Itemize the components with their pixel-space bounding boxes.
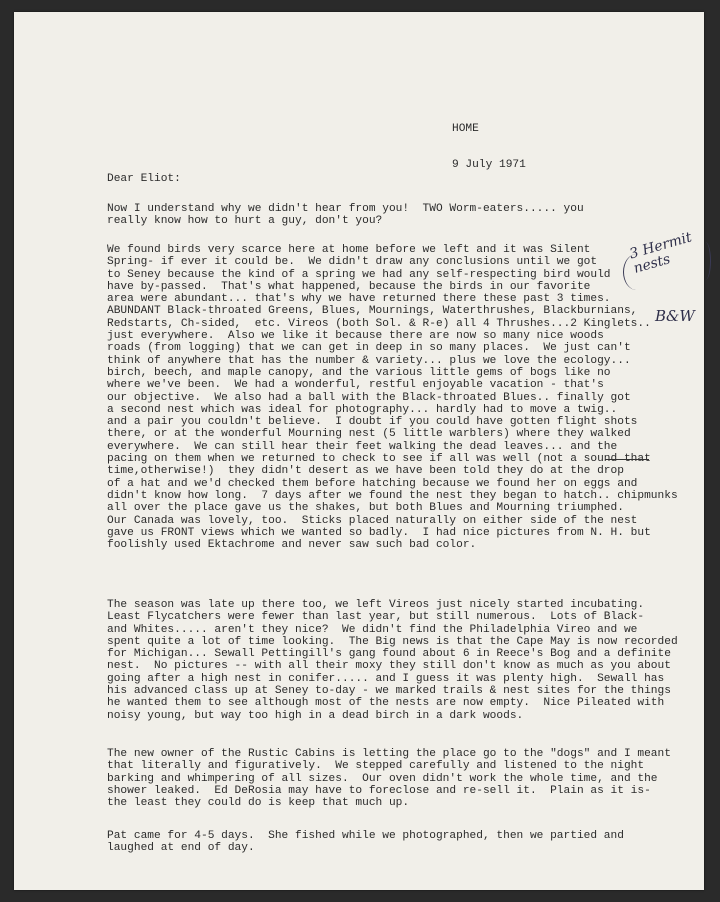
- text-line: all over the place gave us the shakes, but both Blues and Mourning triumphed.: [107, 502, 624, 515]
- text-line: there, or at the wonderful Mourning nest (5 little warblers) where they walked: [107, 428, 631, 441]
- text-line: that literally and figuratively. We stepped carefully and listened to the night: [107, 760, 645, 773]
- text-line: pacing on them when we returned to check to see if all was well (not a sound that: [107, 453, 651, 466]
- handwritten-note-bw: B&W: [655, 307, 695, 325]
- text-line: shower leaked. Ed DeRosia may have to foreclose and re-sell it. Plain as it is-: [107, 784, 651, 797]
- underline-walked: [605, 459, 649, 460]
- handwritten-note-hermit-nests: 3 Hermit nests: [627, 229, 694, 277]
- text-line: his advanced class up at Seney to-day - we marked trails & nest sites for the things: [107, 685, 671, 698]
- text-line: area were abundant... that's why we have returned there these past 3 times.: [107, 293, 611, 306]
- text-line: nest. No pictures -- with all their moxy they still don't know as much as you about: [107, 660, 671, 673]
- text-line: Least Flycatchers were fewer than last year, but still numerous. Lots of Black-: [107, 611, 645, 624]
- letter-page: [14, 12, 704, 890]
- text-line: he wanted them to see although most of the nests are now empty. Nice Pileated with: [107, 697, 665, 710]
- text-line: The season was late up there too, we left Vireos just nicely started incubating.: [107, 599, 645, 611]
- letter-heading: [452, 98, 526, 196]
- text-line: barking and whimpering of all sizes. Our oven didn't work the whole time, and the: [107, 772, 658, 785]
- text-line: foolishly used Ektachrome and never saw such bad color.: [107, 539, 477, 552]
- heading-date: 9 July 1971: [452, 159, 526, 172]
- text-line: Our Canada was lovely, too. Sticks placed naturally on either side of the nest: [107, 514, 638, 527]
- text-line: gave us FRONT views which we wanted so badly. I had nice pictures from N. H. but: [107, 526, 651, 539]
- text-line: Pat came for 4-5 days. She fished while we photographed, then we partied and: [107, 830, 624, 842]
- heading-place: HOME: [452, 122, 479, 135]
- text-line: to Seney because the kind of a spring we had any self-respecting bird would: [107, 268, 611, 281]
- text-line: really know how to hurt a guy, don't you?: [107, 215, 383, 228]
- text-line: didn't know how long. 7 days after we found the nest they began to hatch.. chipmunks: [107, 489, 678, 502]
- paragraph-4: [107, 748, 671, 809]
- text-line: of a hat and we'd checked them before hatching because we found her on eggs and: [107, 477, 638, 490]
- text-line: the least they could do is keep that much up.: [107, 797, 410, 810]
- text-line: birch, beech, and maple canopy, and the various little gems of bogs like no: [107, 366, 611, 379]
- text-line: a second nest which was ideal for photography... hardly had to move a twig..: [107, 403, 618, 416]
- text-line: everywhere. We can still hear their feet walking the dead leaves... and the: [107, 440, 618, 453]
- paragraph-3: [107, 599, 678, 722]
- text-line: think of anywhere that has the number & variety... plus we love the ecology...: [107, 354, 631, 367]
- paragraph-5: [107, 830, 624, 855]
- text-line: going after a high nest in conifer..... and I guess it was plenty high. Sewall has: [107, 672, 665, 685]
- text-line: The new owner of the Rustic Cabins is letting the place go to the "dogs" and I meant: [107, 748, 671, 760]
- text-line: ABUNDANT Black-throated Greens, Blues, Mournings, Waterthrushes, Blackburnians,: [107, 305, 638, 318]
- salutation: Dear Eliot:: [107, 173, 181, 185]
- text-line: roads (from logging) that we can get in deep in so many places. We just can't: [107, 342, 631, 355]
- text-line: laughed at end of day.: [107, 842, 255, 855]
- paragraph-1: [107, 203, 584, 228]
- text-line: We found birds very scarce here at home before we left and it was Silent: [107, 244, 591, 256]
- text-line: where we've been. We had a wonderful, restful enjoyable vacation - that's: [107, 379, 604, 392]
- text-line: spent quite a lot of time looking. The Big news is that the Cape May is now recorded: [107, 635, 678, 648]
- text-line: and Whites..... aren't they nice? We didn't find the Philadelphia Vireo and we: [107, 623, 638, 636]
- paragraph-2: [107, 244, 678, 551]
- text-line: Redstarts, Ch-sided, etc. Vireos (both Sol. & R-e) all 4 Thrushes...2 Kinglets..: [107, 317, 651, 330]
- text-line: noisy young, but way too high in a dead birch in a dark woods.: [107, 709, 524, 722]
- text-line: Now I understand why we didn't hear from you! TWO Worm-eaters..... you: [107, 203, 584, 215]
- text-line: time,otherwise!) they didn't desert as we have been told they do at the drop: [107, 465, 624, 478]
- handwritten-parenthesis-right: [700, 242, 711, 280]
- text-line: for Michigan... Sewall Pettingill's gang found about 6 in Reece's Bog and a definite: [107, 648, 671, 661]
- text-line: have by-passed. That's what happened, because the birds in our favorite: [107, 280, 591, 293]
- text-line: our objective. We also had a ball with the Black-throated Blues.. finally got: [107, 391, 631, 404]
- text-line: and a pair you couldn't believe. I doubt if you could have gotten flight shots: [107, 416, 638, 429]
- text-line: just everywhere. Also we like it because there are now so many nice woods: [107, 330, 604, 343]
- text-line: Spring- if ever it could be. We didn't draw any conclusions until we got: [107, 256, 598, 269]
